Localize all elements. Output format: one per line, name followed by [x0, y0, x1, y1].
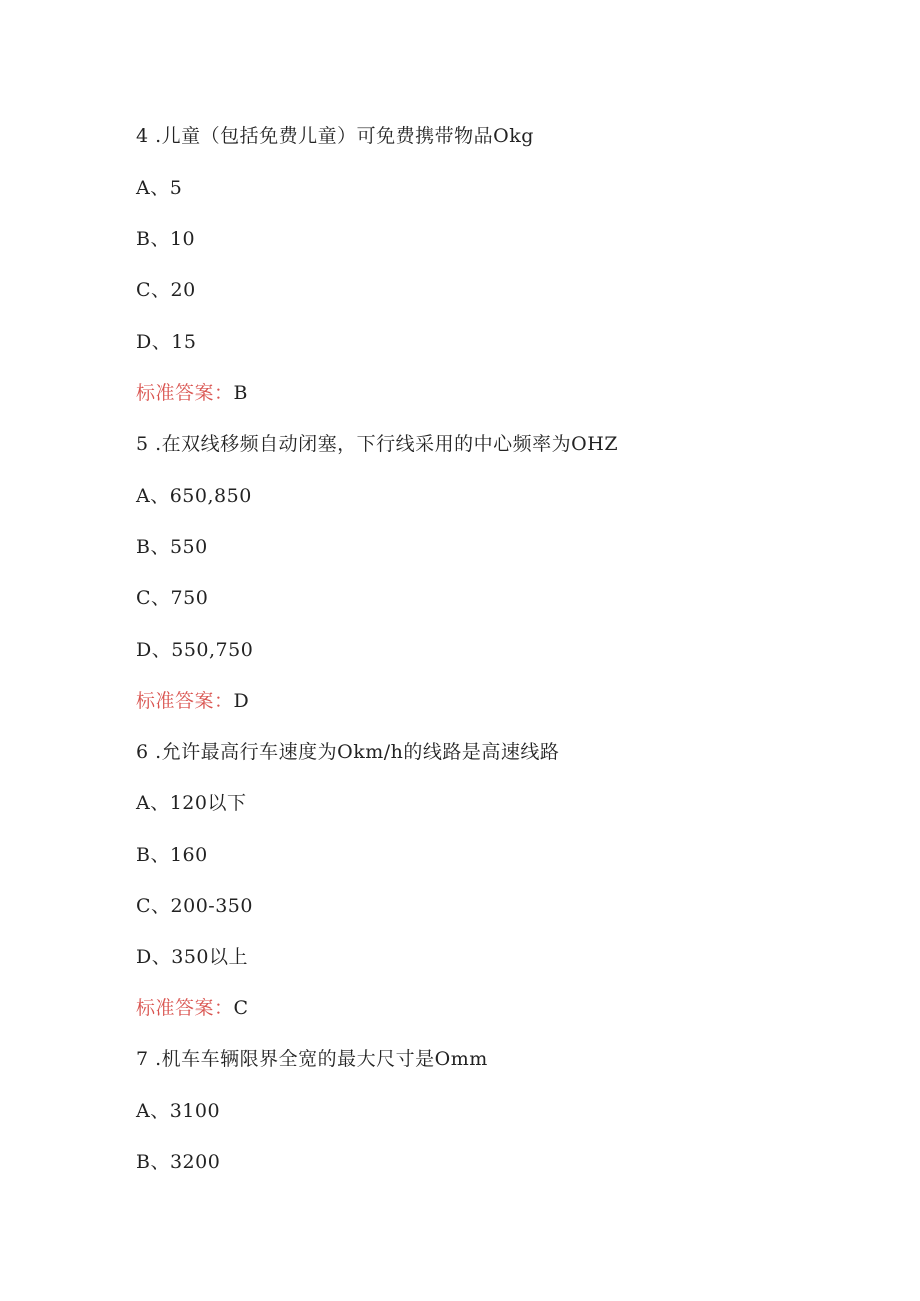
answer-label: 标准答案： [136, 382, 234, 404]
question-5-stem: 5 .在双线移频自动闭塞，下行线采用的中心频率为OHZ [136, 433, 619, 455]
question-6-stem: 6 .允许最高行车速度为Okm/h的线路是高速线路 [136, 741, 560, 763]
question-6-option-b: B、160 [136, 844, 208, 866]
question-4-stem: 4 .儿童（包括免费儿童）可免费携带物品Okg [136, 125, 534, 147]
answer-label: 标准答案： [136, 997, 234, 1019]
question-5-option-a: A、650,850 [136, 485, 252, 507]
question-7-option-a: A、3100 [136, 1100, 221, 1122]
answer-value: C [233, 997, 249, 1019]
question-6-answer [136, 996, 249, 1020]
question-6-option-a: A、120以下 [136, 792, 247, 814]
question-5-option-d: D、550,750 [136, 639, 254, 661]
question-7-stem: 7 .机车车辆限界全宽的最大尺寸是Omm [136, 1048, 488, 1070]
question-5-option-c: C、750 [136, 587, 209, 609]
question-5-answer [136, 689, 249, 713]
question-6-option-c: C、200-350 [136, 895, 253, 917]
question-6-option-d: D、350以上 [136, 946, 248, 968]
answer-value: B [233, 382, 248, 404]
question-5-option-b: B、550 [136, 536, 208, 558]
question-4-option-b: B、10 [136, 228, 196, 250]
answer-label: 标准答案： [136, 690, 234, 712]
question-7-option-b: B、3200 [136, 1151, 221, 1173]
question-4-option-d: D、15 [136, 331, 197, 353]
answer-value: D [233, 690, 250, 712]
question-4-option-c: C、20 [136, 279, 196, 301]
question-4-option-a: A、5 [136, 177, 183, 199]
question-4-answer [136, 381, 248, 405]
